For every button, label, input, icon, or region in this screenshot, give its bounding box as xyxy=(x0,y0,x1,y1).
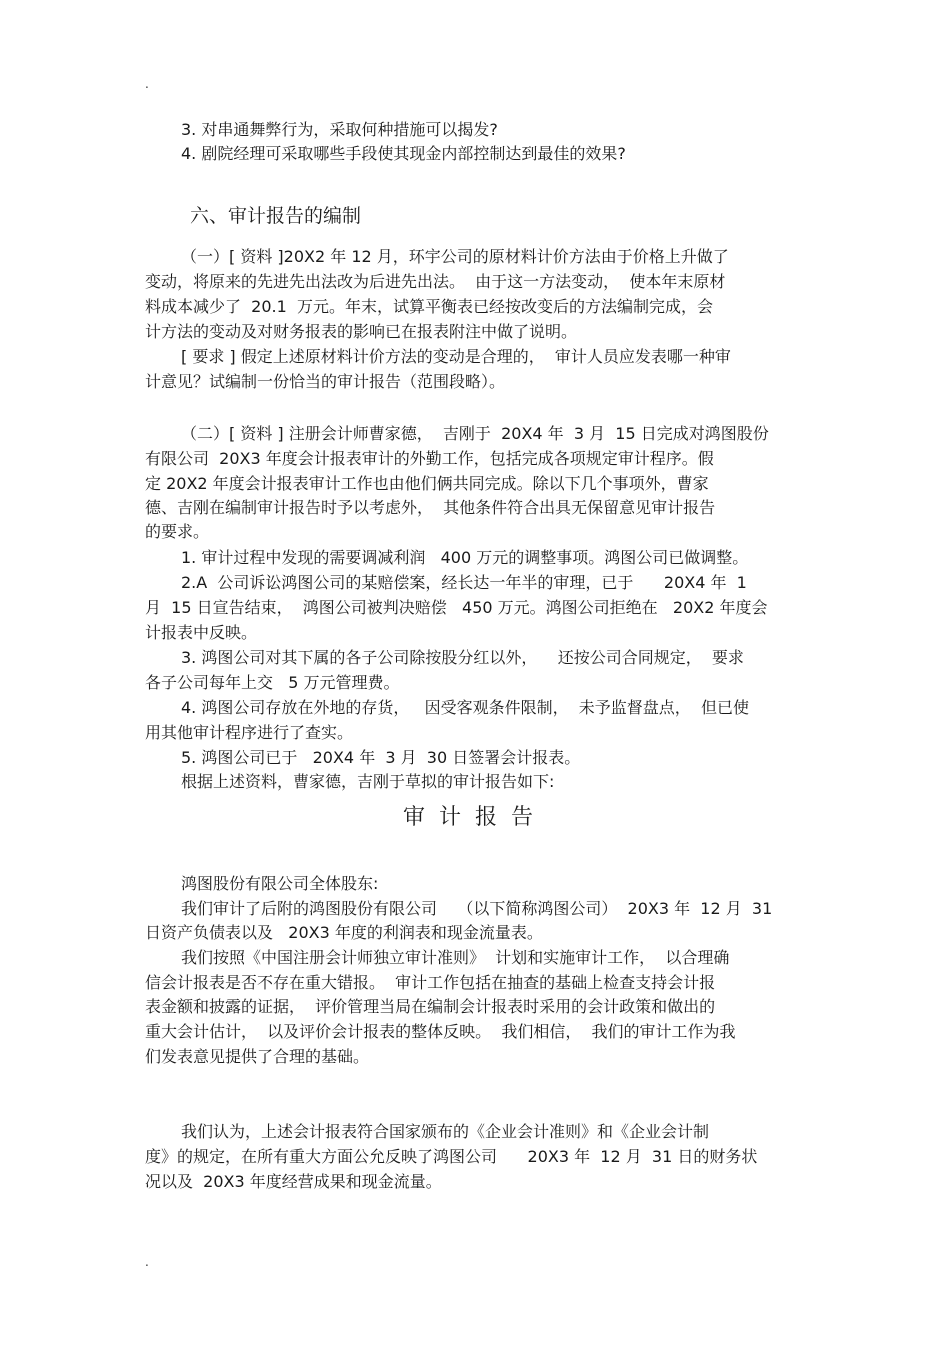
report-para2-line-5: 们发表意见提供了合理的基础。 xyxy=(145,1047,370,1066)
question-4: 4. 剧院经理可采取哪些手段使其现金内部控制达到最佳的效果? xyxy=(181,144,626,163)
page-dot-top: . xyxy=(145,77,149,91)
part2-item-2-line-2: 月 15 日宣告结束， 鸿图公司被判决赔偿 450 万元。鸿图公司拒绝在 20X2 年度会 xyxy=(145,598,768,617)
part2-line-1: （二）[ 资料 ] 注册会计师曹家德， 吉刚于 20X4 年 3 月 15 日完成对鸿图股份 xyxy=(181,424,769,443)
part2-line-2: 有限公司 20X3 年度会计报表审计的外勤工作，包括完成各项规定审计程序。假 xyxy=(145,449,714,468)
part2-item-4-line-1: 4. 鸿图公司存放在外地的存货， 因受客观条件限制， 未予监督盘点， 但已使 xyxy=(181,698,749,717)
part2-line-5: 的要求。 xyxy=(145,522,210,541)
page-dot-bottom: . xyxy=(145,1255,149,1269)
section-heading: 六、审计报告的编制 xyxy=(190,205,362,227)
part1-line-5: [ 要求 ] 假定上述原材料计价方法的变动是合理的， 审计人员应发表哪一种审 xyxy=(181,347,731,366)
part2-item-4-line-2: 用其他审计程序进行了查实。 xyxy=(145,723,354,742)
report-para1-line-2: 日资产负债表以及 20X3 年度的利润表和现金流量表。 xyxy=(145,923,543,942)
report-addressee: 鸿图股份有限公司全体股东: xyxy=(181,874,379,893)
part2-item-3-line-1: 3. 鸿图公司对其下属的各子公司除按股分红以外， 还按公司合同规定， 要求 xyxy=(181,648,744,667)
report-title: 审计报告 xyxy=(402,805,547,830)
part2-item-2-line-3: 计报表中反映。 xyxy=(145,623,258,642)
part1-line-6: 计意见？试编制一份恰当的审计报告（范围段略）。 xyxy=(145,372,506,391)
part2-item-2-line-1: 2.A 公司诉讼鸿图公司的某赔偿案，经长达一年半的审理，已于 20X4 年 1 xyxy=(181,573,747,592)
part2-item-1: 1. 审计过程中发现的需要调减利润 400 万元的调整事项。鸿图公司已做调整。 xyxy=(181,548,749,567)
part1-line-1: （一）[ 资料 ]20X2 年 12 月，环宇公司的原材料计价方法由于价格上升做了 xyxy=(181,247,729,266)
part2-item-5: 5. 鸿图公司已于 20X4 年 3 月 30 日签署会计报表。 xyxy=(181,748,581,767)
part2-line-3: 定 20X2 年度会计报表审计工作也由他们俩共同完成。除以下几个事项外，曹家 xyxy=(145,474,709,493)
part1-line-3: 料成本减少了 20.1 万元。年末，试算平衡表已经按改变后的方法编制完成，会 xyxy=(145,297,713,316)
part2-item-3-line-2: 各子公司每年上交 5 万元管理费。 xyxy=(145,673,400,692)
report-opinion-line-2: 度》的规定，在所有重大方面公允反映了鸿图公司 20X3 年 12 月 31 日的财务状 xyxy=(145,1147,758,1166)
report-para2-line-1: 我们按照《中国注册会计师独立审计准则》 计划和实施审计工作， 以合理确 xyxy=(181,948,730,967)
question-3: 3. 对串通舞弊行为，采取何种措施可以揭发? xyxy=(181,120,498,139)
part1-line-4: 计方法的变动及对财务报表的影响已在报表附注中做了说明。 xyxy=(145,322,578,341)
report-para2-line-3: 表金额和披露的证据， 评价管理当局在编制会计报表时采用的会计政策和做出的 xyxy=(145,997,716,1016)
report-opinion-line-1: 我们认为，上述会计报表符合国家颁布的《企业会计准则》和《企业会计制 xyxy=(181,1122,710,1141)
part1-line-2: 变动，将原来的先进先出法改为后进先出法。 由于这一方法变动， 使本年末原材 xyxy=(145,272,726,291)
report-para1-line-1: 我们审计了后附的鸿图股份有限公司 （以下简称鸿图公司） 20X3 年 12 月 31 xyxy=(181,899,773,918)
report-para2-line-4: 重大会计估计， 以及评价会计报表的整体反映。 我们相信， 我们的审计工作为我 xyxy=(145,1022,736,1041)
part2-conclusion: 根据上述资料，曹家德，吉刚于草拟的审计报告如下: xyxy=(181,772,555,791)
report-para2-line-2: 信会计报表是否不存在重大错报。 审计工作包括在抽查的基础上检查支持会计报 xyxy=(145,973,716,992)
part2-line-4: 德、吉刚在编制审计报告时予以考虑外， 其他条件符合出具无保留意见审计报告 xyxy=(145,498,716,517)
report-opinion-line-3: 况以及 20X3 年度经营成果和现金流量。 xyxy=(145,1172,442,1191)
